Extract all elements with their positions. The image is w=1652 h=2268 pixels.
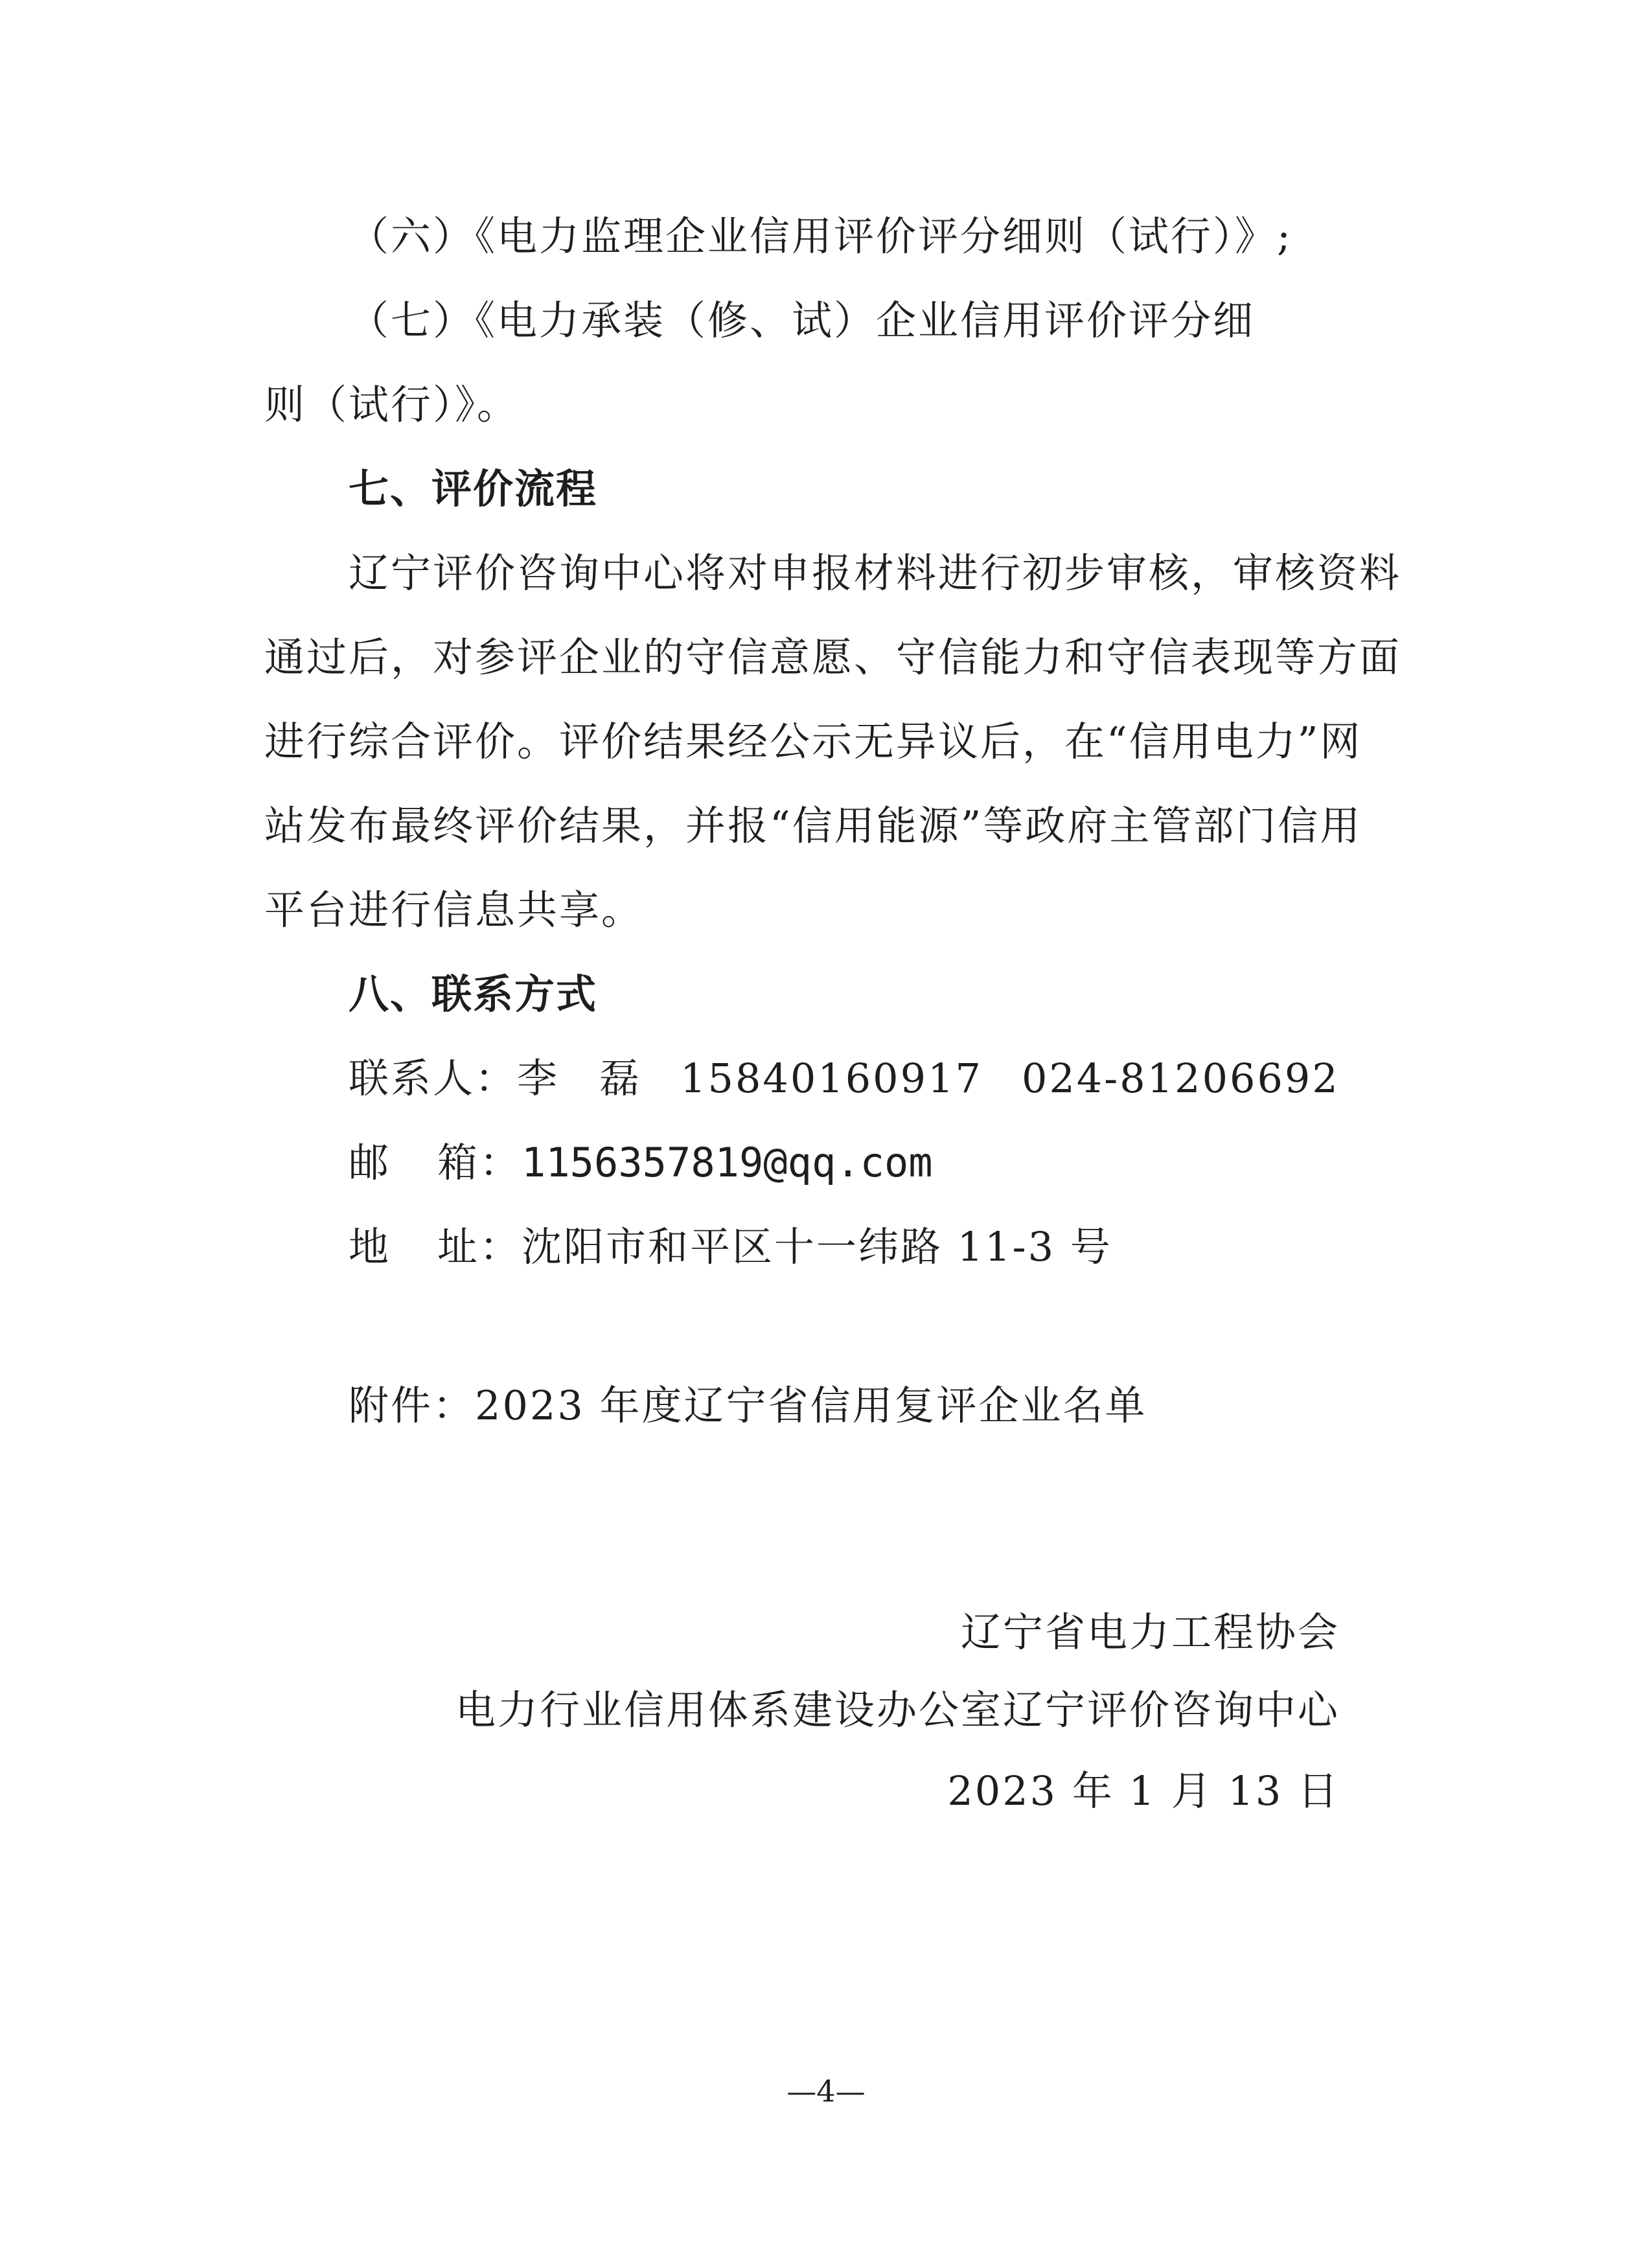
contact-address-line xyxy=(349,1221,1463,1273)
section-8-heading: 八、联系方式 xyxy=(349,970,598,1018)
attachment-line: 附件：2023 年度辽宁省信用复评企业名单 xyxy=(349,1382,1147,1429)
contact-mobile: 15840160917 xyxy=(680,1055,983,1102)
section-7-paragraph-line-3: 进行综合评价。评价结果经公示无异议后，在“信用电力”网 xyxy=(264,718,1362,765)
section-7-heading: 七、评价流程 xyxy=(349,465,598,512)
contact-address-label-1: 地 xyxy=(349,1223,391,1270)
contact-email-label-1: 邮 xyxy=(349,1139,391,1186)
contact-email-line xyxy=(349,1137,1463,1189)
contact-person-label: 联系人： xyxy=(349,1055,518,1102)
item-7-line-1: （七）《电力承装（修、试）企业信用评价评分细 xyxy=(349,297,1256,344)
signature-date: 2023 年 1 月 13 日 xyxy=(947,1767,1340,1815)
page-number: —4— xyxy=(786,2074,866,2109)
contact-person-name-given: 李 xyxy=(517,1055,560,1102)
contact-person-line xyxy=(349,1053,1463,1105)
section-7-paragraph-line-1: 辽宁评价咨询中心将对申报材料进行初步审核，审核资料 xyxy=(349,549,1402,597)
item-7-line-2: 则（试行）》。 xyxy=(264,381,520,428)
item-6-line: （六）《电力监理企业信用评价评分细则（试行）》; xyxy=(349,212,1292,260)
signature-org-1: 辽宁省电力工程协会 xyxy=(960,1609,1340,1656)
signature-org-2: 电力行业信用体系建设办公室辽宁评价咨询中心 xyxy=(455,1686,1340,1734)
section-7-paragraph-line-4: 站发布最终评价结果，并报“信用能源”等政府主管部门信用 xyxy=(264,802,1362,849)
contact-phone: 024-81206692 xyxy=(1021,1055,1340,1102)
contact-email: 1156357819@qq.com xyxy=(522,1139,933,1186)
section-7-paragraph-line-2: 通过后，对参评企业的守信意愿、守信能力和守信表现等方面 xyxy=(264,634,1402,681)
contact-address: 沈阳市和平区十一纬路 11-3 号 xyxy=(522,1223,1112,1270)
contact-address-label-2: 址： xyxy=(437,1223,522,1270)
contact-email-label-2: 箱： xyxy=(437,1139,522,1186)
contact-person-name-second: 磊 xyxy=(599,1055,642,1102)
section-7-paragraph-line-5: 平台进行信息共享。 xyxy=(264,886,644,934)
